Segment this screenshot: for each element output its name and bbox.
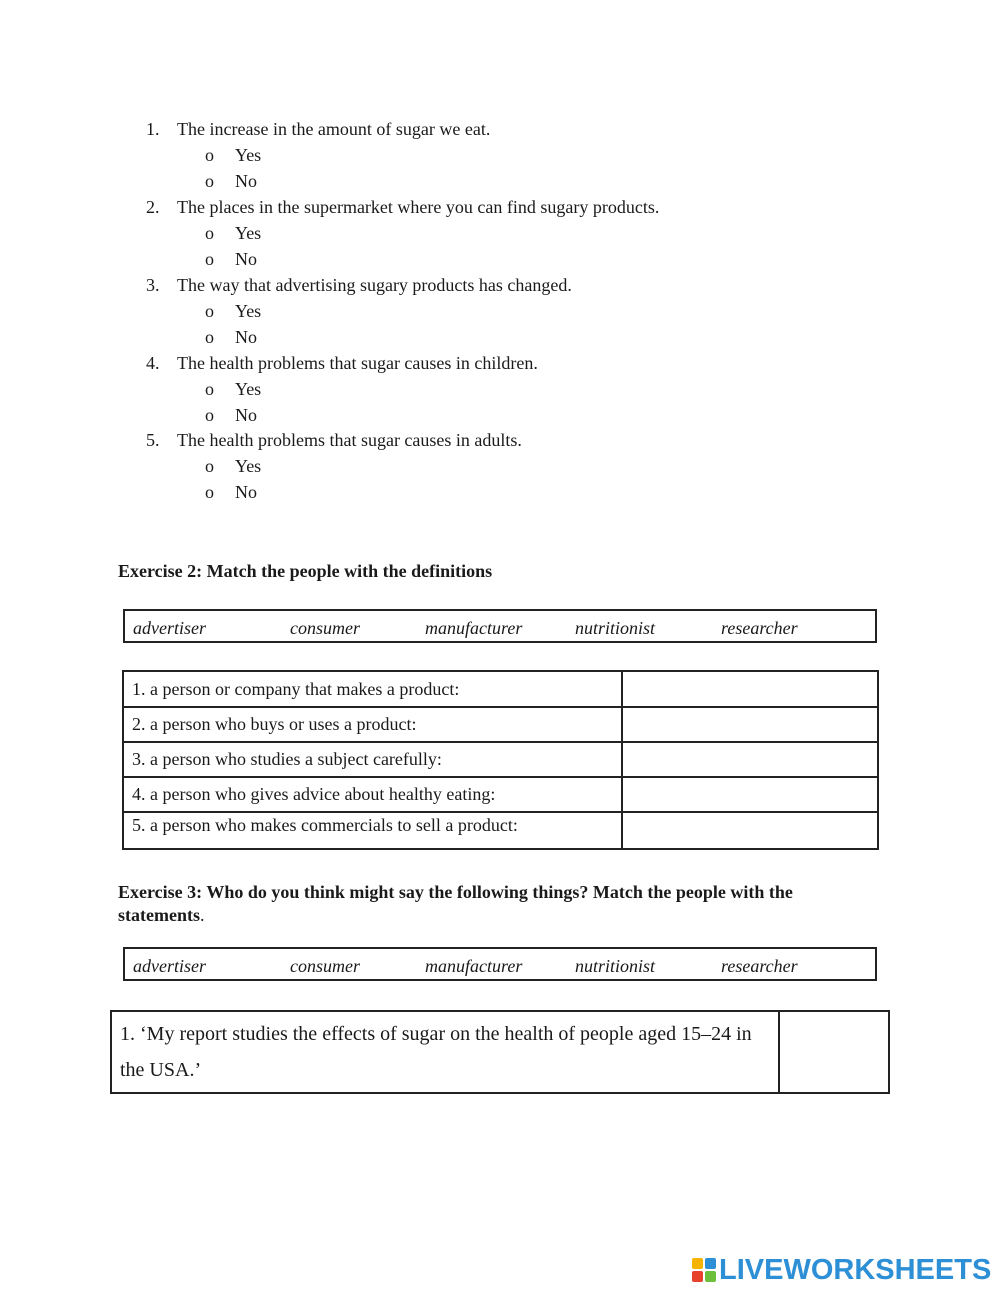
table-row: [123, 742, 878, 777]
word-bank-item: advertiser: [133, 956, 206, 976]
option-yes[interactable]: o Yes: [205, 456, 262, 476]
table-row: [123, 777, 878, 812]
definition-cell: 3. a person who studies a subject carefully:: [123, 742, 622, 777]
statements-table: [110, 1010, 890, 1094]
answer-field[interactable]: [622, 707, 878, 742]
option-no[interactable]: o No: [205, 327, 257, 347]
table-row: [111, 1011, 889, 1093]
answer-field[interactable]: [622, 777, 878, 812]
question-text: The increase in the amount of sugar we eat.: [177, 119, 491, 139]
word-bank-item: nutritionist: [575, 956, 656, 976]
word-bank-item: advertiser: [133, 618, 206, 638]
answer-field[interactable]: [779, 1011, 889, 1093]
question-1: 1. The increase in the amount of sugar we eat.: [146, 119, 491, 139]
answer-field[interactable]: [622, 812, 878, 849]
question-3: 3. The way that advertising sugary products has changed.: [146, 275, 572, 295]
table-row: [123, 707, 878, 742]
question-text: The health problems that sugar causes in adults.: [177, 430, 522, 450]
word-bank: [123, 609, 877, 643]
question-2: 2. The places in the supermarket where you can find sugary products.: [146, 197, 660, 217]
word-bank-item: manufacturer: [425, 956, 523, 976]
option-no[interactable]: o No: [205, 405, 257, 425]
question-text: The health problems that sugar causes in children.: [177, 353, 538, 373]
statement-cell: 1. ‘My report studies the effects of sugar on the health of people aged 15–24 in the USA.’: [111, 1011, 779, 1093]
question-4: 4. The health problems that sugar causes in children.: [146, 353, 538, 373]
option-yes[interactable]: o Yes: [205, 223, 262, 243]
definitions-table: [122, 670, 879, 850]
liveworksheets-logo-icon: [692, 1258, 716, 1282]
exercise-2-title: Exercise 2: Match the people with the definitions: [118, 561, 493, 581]
option-yes[interactable]: o Yes: [205, 379, 262, 399]
definition-cell: 2. a person who buys or uses a product:: [123, 707, 622, 742]
word-bank-item: consumer: [290, 956, 360, 976]
definition-cell: 5. a person who makes commercials to sell a product:: [123, 812, 622, 849]
word-bank-item: manufacturer: [425, 618, 523, 638]
answer-field[interactable]: [622, 742, 878, 777]
word-bank-item: nutritionist: [575, 618, 656, 638]
option-yes[interactable]: o Yes: [205, 301, 262, 321]
word-bank-item: researcher: [721, 956, 798, 976]
question-5: 5. The health problems that sugar causes in adults.: [146, 430, 522, 450]
question-text: The places in the supermarket where you can find sugary products.: [177, 197, 660, 217]
word-bank-item: consumer: [290, 618, 360, 638]
option-no[interactable]: o No: [205, 482, 257, 502]
logo-text: LIVEWORKSHEETS: [719, 1254, 992, 1286]
liveworksheets-logo: [692, 1253, 991, 1287]
table-row: [123, 812, 878, 849]
definition-cell: 4. a person who gives advice about healthy eating:: [123, 777, 622, 812]
question-text: The way that advertising sugary products has changed.: [177, 275, 572, 295]
option-yes[interactable]: o Yes: [205, 145, 262, 165]
option-no[interactable]: o No: [205, 249, 257, 269]
answer-field[interactable]: [622, 671, 878, 707]
exercise-3-title: Exercise 3: Who do you think might say the following things? Match the people with the statements.: [118, 882, 793, 925]
option-no[interactable]: o No: [205, 171, 257, 191]
word-bank-item: researcher: [721, 618, 798, 638]
table-row: [123, 671, 878, 707]
word-bank: [123, 947, 877, 981]
definition-cell: 1. a person or company that makes a product:: [123, 671, 622, 707]
